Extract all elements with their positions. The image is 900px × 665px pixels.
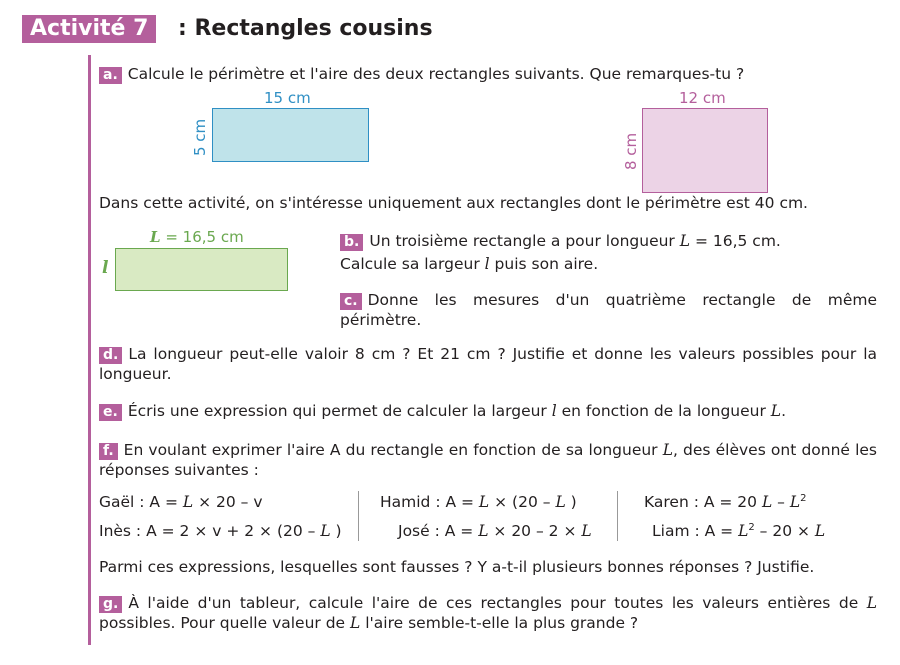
question-b-line1-start: Un troisième rectangle a pour longueur bbox=[369, 232, 680, 250]
hamid-L2: L bbox=[555, 493, 566, 511]
answer-hamid bbox=[380, 493, 577, 511]
question-c-text: Donne les mesures d'un quatrième rectangle de même périmètre. bbox=[340, 291, 877, 329]
hamid-mid: × (20 – bbox=[489, 493, 556, 511]
question-b-line2-end: puis son aire. bbox=[489, 255, 599, 273]
jose-L: L bbox=[478, 522, 489, 540]
liam-mid: – 20 × bbox=[754, 522, 815, 540]
answer-ines bbox=[99, 522, 342, 540]
question-b-line2 bbox=[340, 254, 877, 274]
rect3-L-value: = 16,5 cm bbox=[160, 228, 244, 246]
question-g-text-end: l'aire semble-t-elle la plus grande ? bbox=[360, 614, 639, 632]
question-b-tag: b. bbox=[340, 234, 363, 251]
question-g-L2: L bbox=[350, 614, 361, 632]
question-e-L: L bbox=[770, 402, 782, 420]
liam-L: L bbox=[738, 522, 749, 540]
question-b-line2-start: Calcule sa largeur bbox=[340, 255, 485, 273]
ines-end: ) bbox=[330, 522, 342, 540]
question-a-text: Calcule le périmètre et l'aire des deux rectangles suivants. Que remarques-tu ? bbox=[127, 65, 745, 83]
karen-prefix: Karen : A = 20 bbox=[644, 493, 762, 511]
rect3-L-symbol: L bbox=[150, 228, 161, 246]
jose-L2: L bbox=[581, 522, 592, 540]
intro-text: Dans cette activité, on s'intéresse uniquement aux rectangles dont le périmètre est 40 cm. bbox=[99, 194, 808, 212]
question-e bbox=[99, 401, 889, 421]
question-b-l: l bbox=[484, 255, 490, 273]
question-d-text: La longueur peut-elle valoir 8 cm ? Et 21 cm ? Justifie et donne les valeurs possibles pour la longueur. bbox=[99, 345, 877, 383]
gael-prefix: Gaël : A = bbox=[99, 493, 183, 511]
ines-L: L bbox=[320, 522, 331, 540]
question-f-followup: Parmi ces expressions, lesquelles sont fausses ? Y a-t-il plusieurs bonnes réponses ? Justifie. bbox=[99, 558, 815, 576]
question-c bbox=[340, 290, 877, 330]
liam-exponent: 2 bbox=[748, 522, 755, 533]
page-title: : Rectangles cousins bbox=[178, 16, 433, 41]
question-f-text-start: En voulant exprimer l'aire A du rectangle en fonction de sa longueur bbox=[123, 441, 663, 459]
rect3-width-label: l bbox=[102, 258, 109, 278]
question-g-text-start: À l'aide d'un tableur, calcule l'aire de ces rectangles pour toutes les valeurs entières de bbox=[128, 594, 867, 612]
answers-separator-2 bbox=[617, 491, 618, 541]
ines-prefix: Inès : A = 2 × v + 2 × (20 – bbox=[99, 522, 321, 540]
question-g-L: L bbox=[866, 594, 877, 612]
hamid-L: L bbox=[478, 493, 490, 511]
liam-L2: L bbox=[814, 522, 826, 540]
hamid-prefix: Hamid : A = bbox=[380, 493, 479, 511]
question-g-tag: g. bbox=[99, 596, 122, 613]
question-b-line1-end: = 16,5 cm. bbox=[690, 232, 781, 250]
question-a-tag: a. bbox=[99, 67, 122, 84]
rect3-shape bbox=[115, 248, 288, 291]
activity-badge: Activité 7 bbox=[22, 15, 156, 43]
question-b-L: L bbox=[679, 232, 691, 250]
question-g bbox=[99, 593, 877, 633]
question-e-text-start: Écris une expression qui permet de calculer la largeur bbox=[127, 402, 552, 420]
gael-L: L bbox=[182, 493, 194, 511]
question-f-L: L bbox=[662, 441, 673, 459]
rect2-height-label: 8 cm bbox=[622, 132, 640, 170]
answer-liam bbox=[652, 522, 825, 540]
rect1-width-label: 15 cm bbox=[264, 89, 311, 107]
question-d-tag: d. bbox=[99, 347, 122, 364]
karen-L: L bbox=[761, 493, 773, 511]
rect1-shape bbox=[212, 108, 369, 162]
question-e-l: l bbox=[551, 402, 557, 420]
question-b bbox=[340, 231, 877, 251]
karen-L2: L bbox=[789, 493, 801, 511]
question-e-text-mid: en fonction de la longueur bbox=[556, 402, 771, 420]
question-f-tag: f. bbox=[99, 443, 118, 460]
question-e-text-end: . bbox=[781, 402, 787, 420]
rect2-width-label: 12 cm bbox=[679, 89, 726, 107]
liam-prefix: Liam : A = bbox=[652, 522, 739, 540]
rect2-shape bbox=[642, 108, 768, 193]
question-e-tag: e. bbox=[99, 404, 122, 421]
question-g-text-mid: possibles. Pour quelle valeur de bbox=[99, 614, 351, 632]
jose-mid: × 20 – 2 × bbox=[488, 522, 582, 540]
left-margin-bar bbox=[88, 55, 91, 645]
hamid-end: ) bbox=[565, 493, 577, 511]
question-d bbox=[99, 344, 877, 384]
rect3-length-label bbox=[150, 228, 244, 246]
jose-prefix: José : A = bbox=[398, 522, 479, 540]
answer-karen bbox=[644, 493, 807, 511]
gael-rest: × 20 – v bbox=[193, 493, 263, 511]
answer-jose bbox=[398, 522, 592, 540]
karen-exponent: 2 bbox=[800, 493, 807, 504]
answers-separator-1 bbox=[358, 491, 359, 541]
question-f bbox=[99, 440, 877, 480]
karen-mid: – bbox=[772, 493, 790, 511]
question-a bbox=[99, 64, 879, 84]
answer-gael bbox=[99, 493, 263, 511]
question-f-text-end: , des élèves ont donné les réponses suivantes : bbox=[99, 441, 877, 479]
question-c-tag: c. bbox=[340, 293, 362, 310]
rect1-height-label: 5 cm bbox=[191, 118, 209, 156]
